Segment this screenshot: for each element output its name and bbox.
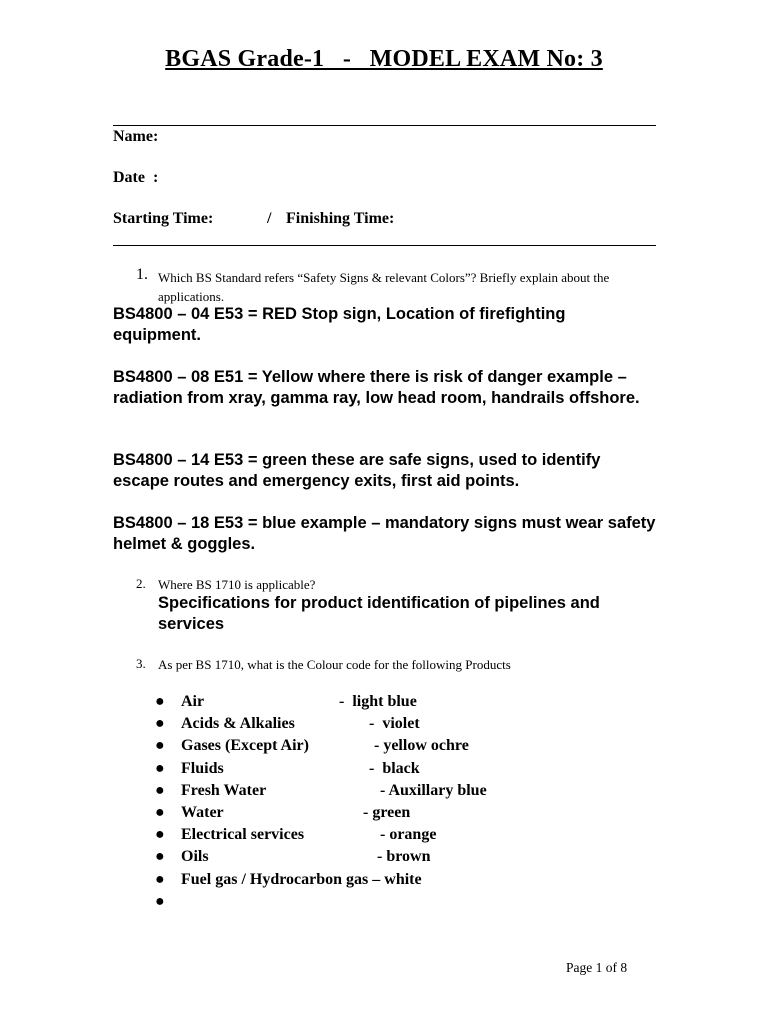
bullet-icon: ● xyxy=(155,803,165,821)
bullet-icon: ● xyxy=(155,826,165,844)
bullet-icon: ● xyxy=(155,759,165,777)
date-label: Date : xyxy=(113,169,159,186)
page-number: Page 1 of 8 xyxy=(566,960,628,975)
time-separator: / xyxy=(267,210,272,227)
bullet-icon: ● xyxy=(155,892,165,910)
bullet-icon: ● xyxy=(155,715,165,733)
bullet-icon: ● xyxy=(155,848,165,866)
bullet-icon: ● xyxy=(155,870,165,888)
finishing-time-label: Finishing Time: xyxy=(286,210,395,227)
question-1-number: 1. xyxy=(136,266,148,283)
question-3-text: As per BS 1710, what is the Colour code for the following Products xyxy=(158,657,511,672)
q1-answer-blue: BS4800 – 18 E53 = blue example – mandatory signs must wear safety helmet & goggles. xyxy=(113,514,656,553)
question-2-number: 2. xyxy=(136,576,146,591)
bullet-icon: ● xyxy=(155,781,165,799)
question-1-text: Which BS Standard refers “Safety Signs & relevant Colors”? Briefly explain about the applications. xyxy=(158,270,610,304)
question-2-text: Where BS 1710 is applicable? xyxy=(158,577,316,592)
q1-answer-green: BS4800 – 14 E53 = green these are safe signs, used to identify escape routes and emergency exits, first aid points. xyxy=(113,451,601,490)
starting-time-label: Starting Time: xyxy=(113,210,214,227)
bottom-divider xyxy=(113,245,656,246)
q1-answer-yellow: BS4800 – 08 E51 = Yellow where there is risk of danger example – radiation from xray, gamma ray, low head room, handrails offshore. xyxy=(113,368,640,407)
q2-answer: Specifications for product identification of pipelines and services xyxy=(158,594,600,633)
bullet-icon: ● xyxy=(155,737,165,755)
q1-answer-red: BS4800 – 04 E53 = RED Stop sign, Location of firefighting equipment. xyxy=(113,305,566,344)
top-divider xyxy=(113,125,656,126)
exam-title: BGAS Grade-1 - MODEL EXAM No: 3 xyxy=(165,46,603,72)
bullet-icon: ● xyxy=(155,693,165,710)
name-label: Name: xyxy=(113,128,159,145)
question-3-number: 3. xyxy=(136,656,146,671)
